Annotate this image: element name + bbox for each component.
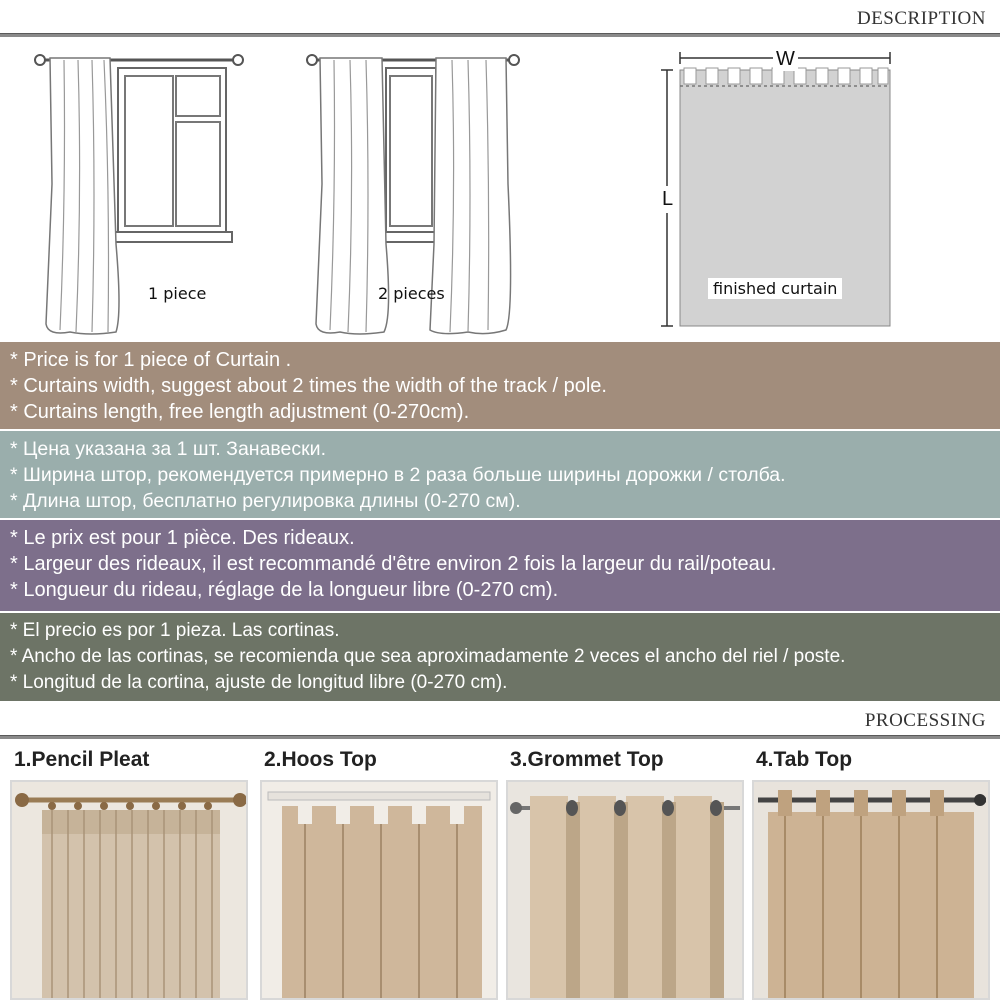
info-line: * Цена указана за 1 шт. Занавески. (10, 438, 326, 460)
tab-top-label: 4.Tab Top (756, 748, 853, 771)
info-line: * Curtains width, suggest about 2 times the width of the track / pole. (10, 375, 607, 397)
hook-top-photo (260, 780, 498, 1000)
pencil-pleat-photo (10, 780, 248, 1000)
grommet-top-photo (506, 780, 744, 1000)
info-line: * Longitud de la cortina, ajuste de longitud libre (0-270 cm). (10, 672, 508, 693)
info-line: * El precio es por 1 pieza. Las cortinas. (10, 620, 340, 641)
processing-options (0, 740, 1000, 1000)
info-line: * Curtains length, free length adjustment (0-270cm). (10, 401, 470, 423)
info-line: * Price is for 1 piece of Curtain . (10, 349, 292, 371)
info-band-russian (0, 431, 1000, 518)
description-divider (0, 33, 1000, 37)
width-label: W (773, 48, 798, 71)
processing-header (0, 702, 1000, 742)
tab-top-photo (752, 780, 990, 1000)
one-piece-illustration (30, 44, 250, 340)
one-piece-label: 1 piece (148, 284, 207, 303)
grommet-top-option (506, 740, 754, 1000)
info-line: * Longueur du rideau, réglage de la longueur libre (0-270 cm). (10, 579, 559, 601)
pencil-pleat-label: 1.Pencil Pleat (14, 748, 150, 771)
finished-curtain-label: finished curtain (708, 278, 842, 299)
processing-title: PROCESSING (864, 710, 986, 731)
length-label: L (662, 186, 673, 213)
info-line: * Длина штор, бесплатно регулировка длины (0-270 см). (10, 490, 521, 512)
hook-top-option (260, 740, 508, 1000)
info-line: * Ширина штор, рекомендуется примерно в 2 раза больше ширины дорожки / столба. (10, 464, 786, 486)
two-pieces-label: 2 pieces (378, 284, 445, 303)
info-line: * Le prix est pour 1 pièce. Des rideaux. (10, 527, 355, 549)
hook-top-label: 2.Hoos Top (264, 748, 377, 771)
info-line: * Largeur des rideaux, il est recommandé d'être environ 2 fois la largeur du rail/poteau. (10, 553, 777, 575)
info-band-english (0, 342, 1000, 429)
processing-divider (0, 735, 1000, 739)
info-line: * Ancho de las cortinas, se recomienda que sea aproximadamente 2 veces el ancho del riel / poste. (10, 646, 846, 667)
tab-top-option (752, 740, 1000, 1000)
pencil-pleat-option (10, 740, 258, 1000)
curtain-diagram (0, 44, 1000, 340)
description-header (0, 0, 1000, 40)
description-title: DESCRIPTION (856, 8, 986, 29)
grommet-top-label: 3.Grommet Top (510, 748, 664, 771)
info-band-french (0, 520, 1000, 611)
info-band-spanish (0, 613, 1000, 701)
